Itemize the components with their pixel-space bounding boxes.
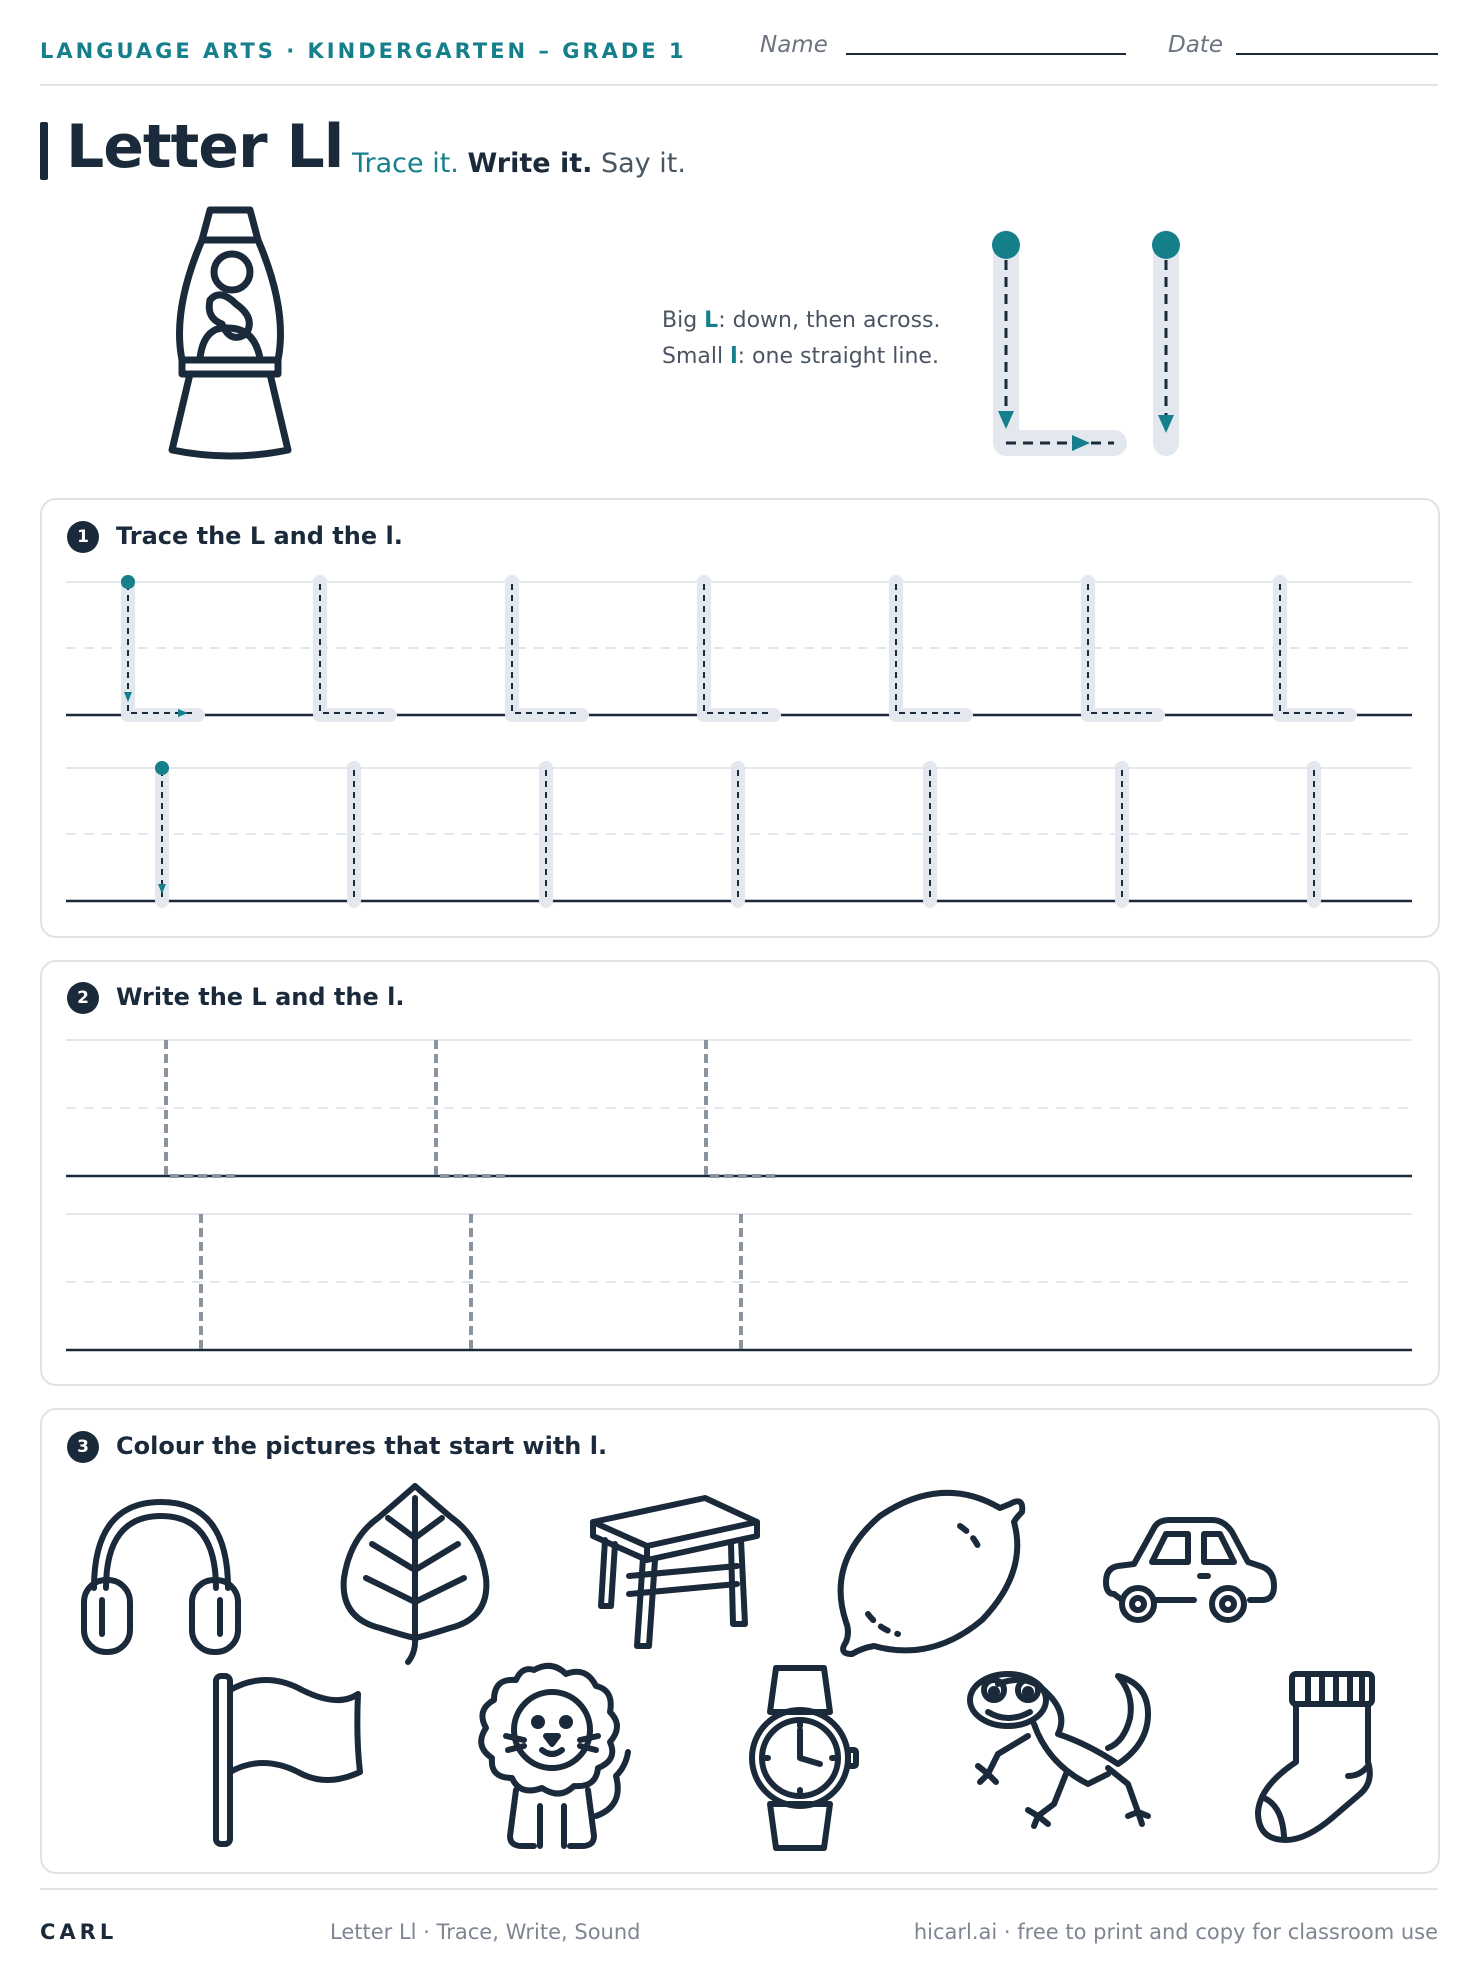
- footer-brand: CARL: [40, 1920, 118, 1944]
- footer-title: Letter Ll · Trace, Write, Sound: [330, 1920, 641, 1944]
- big-l-glyph: L: [704, 308, 719, 333]
- write-practice-area[interactable]: [66, 1030, 1412, 1360]
- trace-practice-area[interactable]: [66, 570, 1412, 920]
- lion-icon[interactable]: [456, 1656, 636, 1856]
- trace-big-l[interactable]: [121, 575, 198, 717]
- step-1-badge: 1: [67, 521, 99, 553]
- header-divider: [40, 84, 1438, 86]
- watch-icon[interactable]: [740, 1660, 860, 1856]
- step-3-title: Colour the pictures that start with l.: [116, 1432, 608, 1460]
- leaf-icon[interactable]: [330, 1478, 500, 1668]
- step-2-title: Write the L and the l.: [116, 983, 405, 1011]
- trace-small-l[interactable]: [155, 761, 169, 901]
- lizard-icon[interactable]: [958, 1664, 1158, 1844]
- step-2-badge: 2: [67, 982, 99, 1014]
- step-1-title: Trace the L and the l.: [116, 522, 403, 550]
- write-row-big-l: [66, 1040, 1412, 1176]
- trace-row-small-l: [66, 761, 1412, 901]
- lemon-icon[interactable]: [832, 1482, 1032, 1662]
- date-label: Date: [1168, 32, 1223, 58]
- tagline-trace: Trace it.: [352, 148, 459, 179]
- write-row-small-l: [66, 1214, 1412, 1350]
- table-icon[interactable]: [585, 1490, 765, 1660]
- small-l-note: Small l: one straight line.: [662, 344, 939, 369]
- title-accent-bar: [40, 122, 48, 180]
- small-l-glyph: l: [730, 344, 738, 369]
- tagline-say: Say it.: [601, 148, 686, 179]
- subject-label: LANGUAGE ARTS · KINDERGARTEN – GRADE 1: [40, 39, 687, 63]
- trace-row-big-l: [66, 575, 1412, 717]
- step-3-badge: 3: [67, 1431, 99, 1463]
- name-line[interactable]: [846, 53, 1126, 55]
- footer-divider: [40, 1888, 1438, 1890]
- car-icon[interactable]: [1100, 1510, 1280, 1640]
- date-line[interactable]: [1236, 53, 1438, 55]
- big-l-model: [992, 231, 1114, 451]
- small-l-model: [1152, 231, 1180, 443]
- page-title: Letter Ll: [66, 112, 344, 182]
- big-l-note: Big L: down, then across.: [662, 308, 941, 333]
- headphones-icon[interactable]: [76, 1488, 246, 1658]
- name-label: Name: [760, 32, 828, 58]
- lava-lamp-icon: [160, 200, 300, 480]
- sock-icon[interactable]: [1250, 1666, 1390, 1846]
- tagline: [352, 148, 686, 179]
- stroke-model-letters: [988, 225, 1188, 465]
- tagline-write: Write it.: [467, 148, 593, 179]
- flag-icon[interactable]: [206, 1668, 376, 1848]
- footer-credit: hicarl.ai · free to print and copy for classroom use: [913, 1920, 1438, 1944]
